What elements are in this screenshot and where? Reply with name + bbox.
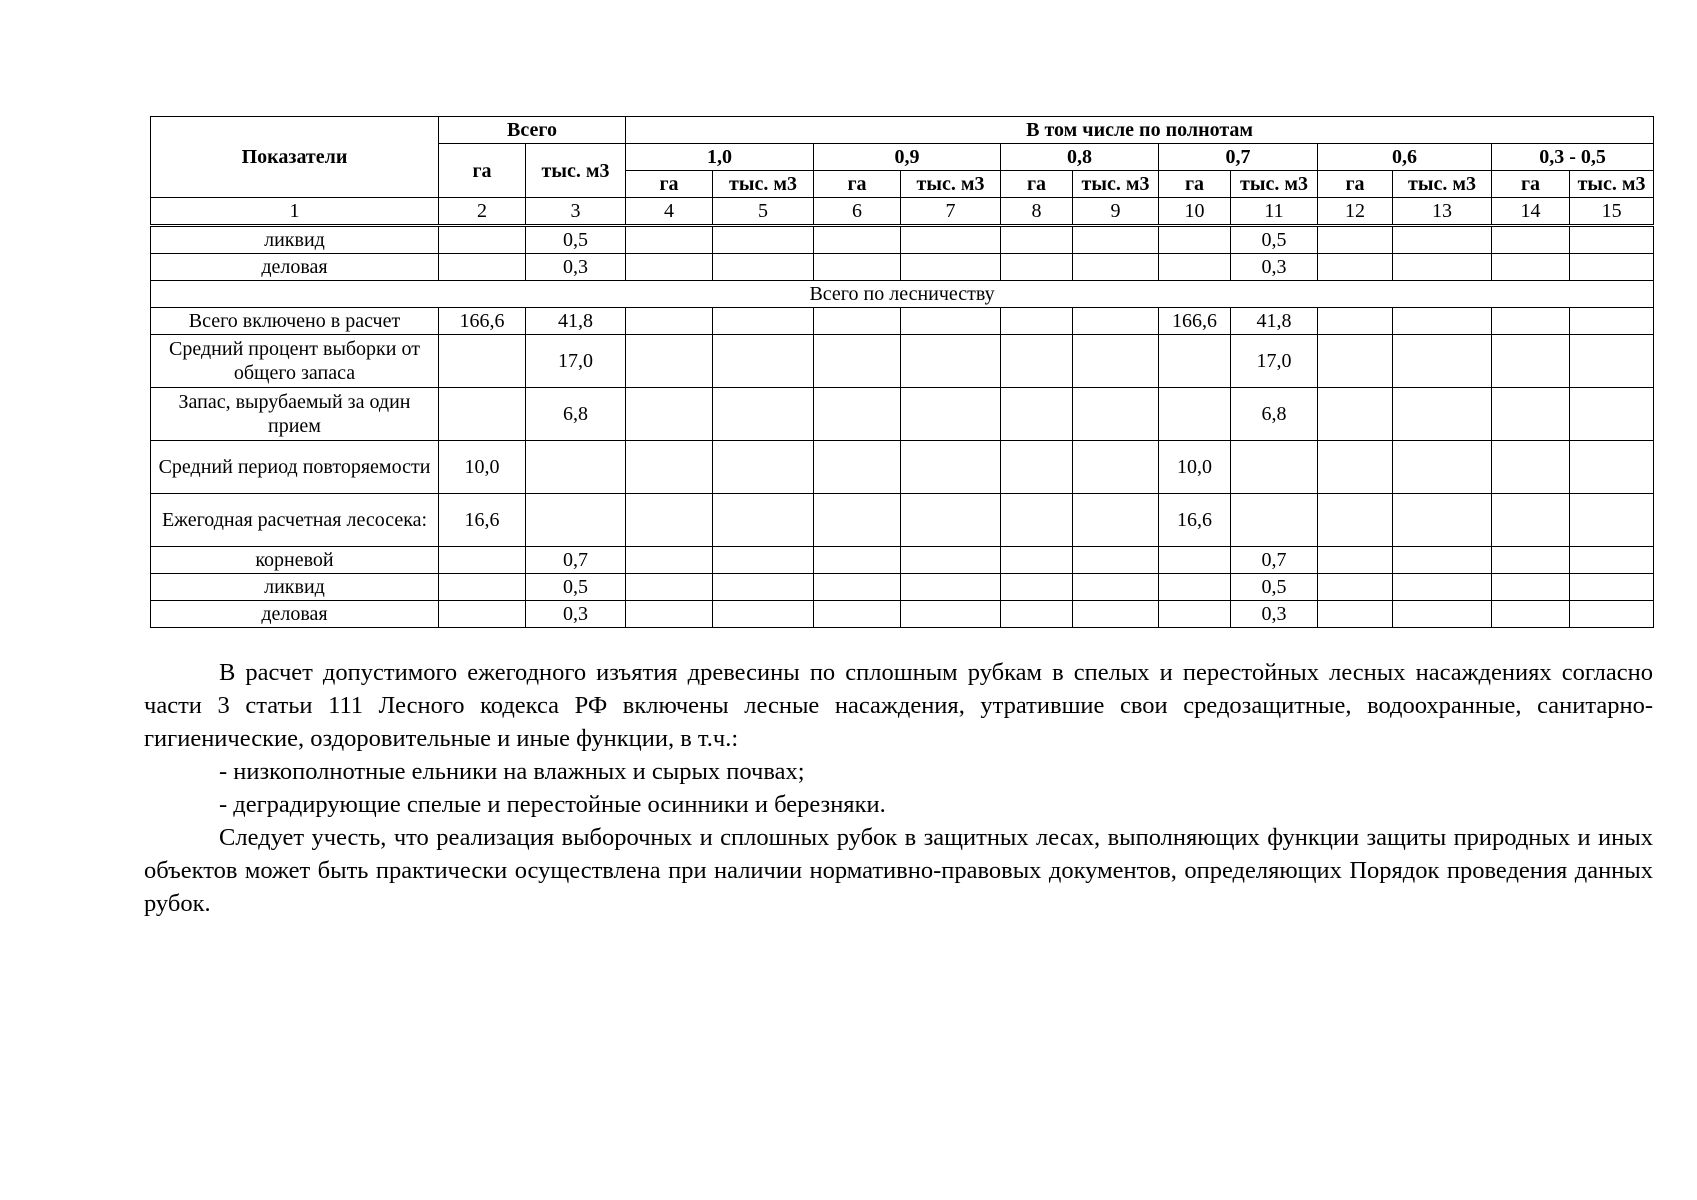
cell <box>901 441 1001 494</box>
cell <box>1492 494 1570 547</box>
cell <box>1001 547 1073 574</box>
ha-subheader: га <box>1492 171 1570 198</box>
cell <box>1001 388 1073 441</box>
density-header: 0,3 - 0,5 <box>1492 144 1654 171</box>
column-number: 8 <box>1001 198 1073 226</box>
column-number: 3 <box>526 198 626 226</box>
cell-07-ha <box>1159 254 1231 281</box>
ha-subheader: га <box>1159 171 1231 198</box>
cell <box>626 254 713 281</box>
ha-subheader: га <box>626 171 713 198</box>
column-number: 1 <box>151 198 439 226</box>
cell-07-ha <box>1159 547 1231 574</box>
forest-harvest-table <box>150 116 1654 628</box>
cell <box>1570 226 1654 254</box>
cell <box>901 601 1001 628</box>
cell <box>1492 574 1570 601</box>
cell <box>814 308 901 335</box>
cell <box>814 388 901 441</box>
cell <box>1393 441 1492 494</box>
cell <box>1001 494 1073 547</box>
cell <box>814 547 901 574</box>
header-row-1 <box>151 117 1654 144</box>
cell <box>1492 226 1570 254</box>
cell <box>1073 441 1159 494</box>
row-label: Средний процент выборки от общего запаса <box>151 335 439 388</box>
cell-total-ha <box>439 547 526 574</box>
table-row <box>151 254 1654 281</box>
cell <box>1073 226 1159 254</box>
cell <box>814 494 901 547</box>
density-header: 0,8 <box>1001 144 1159 171</box>
cell-07-m3: 41,8 <box>1231 308 1318 335</box>
cell <box>713 441 814 494</box>
cell <box>1318 574 1393 601</box>
table-row <box>151 308 1654 335</box>
cell <box>1393 335 1492 388</box>
cell-total-m3 <box>526 494 626 547</box>
cell-07-m3: 6,8 <box>1231 388 1318 441</box>
cell-07-ha <box>1159 601 1231 628</box>
table-row <box>151 388 1654 441</box>
cell <box>1570 494 1654 547</box>
cell <box>901 254 1001 281</box>
cell <box>901 547 1001 574</box>
density-header: 0,7 <box>1159 144 1318 171</box>
ha-subheader: га <box>1318 171 1393 198</box>
cell <box>713 547 814 574</box>
column-number: 14 <box>1492 198 1570 226</box>
m3-subheader: тыс. м3 <box>901 171 1001 198</box>
cell-total-ha: 16,6 <box>439 494 526 547</box>
cell <box>1073 601 1159 628</box>
cell-total-ha <box>439 226 526 254</box>
section-title: Всего по лесничеству <box>151 281 1654 308</box>
cell <box>713 574 814 601</box>
cell <box>1318 335 1393 388</box>
indicators-header: Показатели <box>151 117 439 198</box>
row-label: Всего включено в расчет <box>151 308 439 335</box>
m3-subheader: тыс. м3 <box>1073 171 1159 198</box>
paragraph: В расчет допустимого ежегодного изъятия древесины по сплошным рубкам в спелых и перестойных лесных насаждениях согласно части 3 статьи 111 Лесного кодекса РФ включены лесные насаждения, утратившие свои средозащитные, водоохранные, санитарно-гигиенические, оздоровительные и иные функции, в т.ч.: <box>144 659 1653 752</box>
cell <box>1393 547 1492 574</box>
density-header: 0,9 <box>814 144 1001 171</box>
cell <box>1318 441 1393 494</box>
cell-07-m3 <box>1231 494 1318 547</box>
cell <box>1318 254 1393 281</box>
cell <box>1492 601 1570 628</box>
column-number: 5 <box>713 198 814 226</box>
table-row <box>151 574 1654 601</box>
cell <box>1393 574 1492 601</box>
cell-07-m3: 17,0 <box>1231 335 1318 388</box>
cell <box>713 226 814 254</box>
cell-07-ha: 166,6 <box>1159 308 1231 335</box>
cell-total-ha <box>439 388 526 441</box>
column-number-row <box>151 198 1654 226</box>
column-number: 4 <box>626 198 713 226</box>
body-text <box>144 656 1653 920</box>
cell <box>1570 335 1654 388</box>
cell <box>1570 308 1654 335</box>
cell-total-m3: 0,3 <box>526 254 626 281</box>
table-row <box>151 601 1654 628</box>
cell-total-m3: 0,5 <box>526 226 626 254</box>
cell-total-ha <box>439 574 526 601</box>
cell <box>626 547 713 574</box>
cell <box>901 335 1001 388</box>
cell <box>814 254 901 281</box>
cell <box>1393 254 1492 281</box>
cell <box>1001 601 1073 628</box>
cell <box>901 574 1001 601</box>
cell <box>901 308 1001 335</box>
cell <box>1318 601 1393 628</box>
cell <box>814 226 901 254</box>
cell <box>1570 547 1654 574</box>
row-label: ликвид <box>151 226 439 254</box>
cell <box>814 441 901 494</box>
cell <box>1318 226 1393 254</box>
by-density-header: В том числе по полнотам <box>626 117 1654 144</box>
column-number: 7 <box>901 198 1001 226</box>
density-header: 1,0 <box>626 144 814 171</box>
m3-subheader: тыс. м3 <box>713 171 814 198</box>
cell <box>901 388 1001 441</box>
cell <box>1393 308 1492 335</box>
cell <box>713 308 814 335</box>
column-number: 2 <box>439 198 526 226</box>
cell-total-ha: 10,0 <box>439 441 526 494</box>
table-row <box>151 226 1654 254</box>
cell <box>1001 441 1073 494</box>
cell <box>1492 254 1570 281</box>
cell-total-m3 <box>526 441 626 494</box>
cell-07-ha: 16,6 <box>1159 494 1231 547</box>
ha-subheader: га <box>1001 171 1073 198</box>
paragraph: Следует учесть, что реализация выборочных и сплошных рубок в защитных лесах, выполняющих функции защиты природных и иных объектов может быть практически осуществлена при наличии нормативно-правовых документов, определяющих Порядок проведения данных рубок. <box>144 824 1653 917</box>
cell <box>1318 388 1393 441</box>
total-ha-header: га <box>439 144 526 198</box>
column-number: 11 <box>1231 198 1318 226</box>
cell <box>713 254 814 281</box>
table-row <box>151 547 1654 574</box>
cell <box>626 494 713 547</box>
ha-subheader: га <box>814 171 901 198</box>
cell-total-ha: 166,6 <box>439 308 526 335</box>
cell <box>1492 335 1570 388</box>
cell <box>1073 494 1159 547</box>
cell <box>1073 574 1159 601</box>
cell <box>626 226 713 254</box>
list-item: - низкополнотные ельники на влажных и сырых почвах; <box>219 758 805 785</box>
cell <box>814 601 901 628</box>
m3-subheader: тыс. м3 <box>1231 171 1318 198</box>
total-m3-header: тыс. м3 <box>526 144 626 198</box>
cell <box>1570 441 1654 494</box>
cell-07-m3: 0,3 <box>1231 601 1318 628</box>
cell-total-ha <box>439 601 526 628</box>
cell-total-m3: 6,8 <box>526 388 626 441</box>
cell <box>1073 335 1159 388</box>
cell <box>626 335 713 388</box>
cell-total-m3: 17,0 <box>526 335 626 388</box>
row-label: Запас, вырубаемый за один прием <box>151 388 439 441</box>
cell <box>1001 226 1073 254</box>
cell <box>1492 547 1570 574</box>
cell <box>1393 494 1492 547</box>
cell <box>901 226 1001 254</box>
m3-subheader: тыс. м3 <box>1393 171 1492 198</box>
density-header: 0,6 <box>1318 144 1492 171</box>
cell <box>1073 547 1159 574</box>
cell <box>1393 601 1492 628</box>
column-number: 12 <box>1318 198 1393 226</box>
column-number: 6 <box>814 198 901 226</box>
cell-07-m3: 0,5 <box>1231 226 1318 254</box>
column-number: 9 <box>1073 198 1159 226</box>
cell-07-ha <box>1159 574 1231 601</box>
cell <box>626 574 713 601</box>
cell <box>901 494 1001 547</box>
column-number: 13 <box>1393 198 1492 226</box>
cell <box>626 441 713 494</box>
row-label: деловая <box>151 254 439 281</box>
table-row <box>151 441 1654 494</box>
cell-07-m3: 0,5 <box>1231 574 1318 601</box>
cell-total-m3: 0,3 <box>526 601 626 628</box>
cell <box>1570 574 1654 601</box>
table-row <box>151 335 1654 388</box>
cell <box>626 308 713 335</box>
cell <box>626 601 713 628</box>
table-row <box>151 494 1654 547</box>
cell <box>1492 441 1570 494</box>
cell-07-ha: 10,0 <box>1159 441 1231 494</box>
cell <box>1318 494 1393 547</box>
cell <box>1318 308 1393 335</box>
cell <box>1073 254 1159 281</box>
cell-total-m3: 41,8 <box>526 308 626 335</box>
m3-subheader: тыс. м3 <box>1570 171 1654 198</box>
cell <box>713 494 814 547</box>
column-number: 15 <box>1570 198 1654 226</box>
cell <box>1393 388 1492 441</box>
cell-total-m3: 0,7 <box>526 547 626 574</box>
row-label: Средний период повторяемости <box>151 441 439 494</box>
row-label: ликвид <box>151 574 439 601</box>
cell <box>1001 254 1073 281</box>
cell-07-ha <box>1159 335 1231 388</box>
cell <box>1570 254 1654 281</box>
section-title-row <box>151 281 1654 308</box>
cell <box>814 574 901 601</box>
column-number: 10 <box>1159 198 1231 226</box>
cell-07-ha <box>1159 388 1231 441</box>
cell-total-m3: 0,5 <box>526 574 626 601</box>
cell <box>1001 308 1073 335</box>
cell <box>1492 308 1570 335</box>
cell-07-m3 <box>1231 441 1318 494</box>
cell <box>1318 547 1393 574</box>
total-header: Всего <box>439 117 626 144</box>
row-label: деловая <box>151 601 439 628</box>
cell <box>1570 601 1654 628</box>
row-label: корневой <box>151 547 439 574</box>
cell-07-m3: 0,7 <box>1231 547 1318 574</box>
cell <box>713 601 814 628</box>
row-label: Ежегодная расчетная лесосека: <box>151 494 439 547</box>
cell-total-ha <box>439 254 526 281</box>
cell <box>1073 388 1159 441</box>
cell <box>626 388 713 441</box>
cell <box>1001 335 1073 388</box>
list-item: - деградирующие спелые и перестойные осинники и березняки. <box>219 791 886 818</box>
cell <box>814 335 901 388</box>
cell <box>1492 388 1570 441</box>
cell <box>713 388 814 441</box>
cell <box>1570 388 1654 441</box>
cell <box>713 335 814 388</box>
cell <box>1393 226 1492 254</box>
cell-total-ha <box>439 335 526 388</box>
cell-07-m3: 0,3 <box>1231 254 1318 281</box>
cell <box>1073 308 1159 335</box>
cell <box>1001 574 1073 601</box>
cell-07-ha <box>1159 226 1231 254</box>
